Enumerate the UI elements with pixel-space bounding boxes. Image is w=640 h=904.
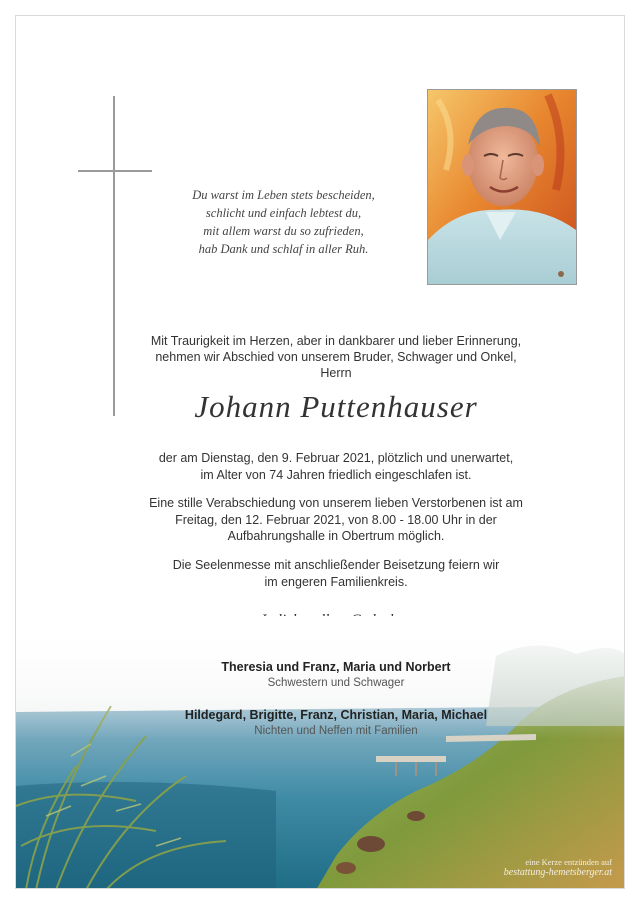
cross-horizontal-bar — [78, 170, 152, 172]
death-notice — [36, 450, 625, 483]
intro-text — [36, 333, 625, 381]
mass-info — [36, 557, 625, 590]
memorial-poem — [166, 186, 401, 258]
portrait-illustration — [428, 90, 576, 284]
farewell-line: Freitag, den 12. Februar 2021, von 8.00 - 18.00 Uhr in der — [175, 512, 497, 527]
mourner-names: Hildegard, Brigitte, Franz, Christian, Maria, Michael — [184, 708, 488, 722]
candle-text: eine Kerze entzünden auf — [525, 857, 612, 867]
poem-line: hab Dank und schlaf in aller Ruh. — [198, 242, 369, 256]
poem-line: Du warst im Leben stets bescheiden, — [192, 188, 375, 202]
death-notice-line: der am Dienstag, den 9. Februar 2021, plötzlich und unerwartet, — [158, 451, 514, 465]
mourner-group-siblings — [36, 659, 625, 691]
website-link[interactable]: bestattung-hemetsberger.at — [503, 867, 612, 878]
farewell-info — [36, 495, 625, 545]
poem-line: schlicht und einfach lebtest du, — [205, 206, 362, 220]
death-notice-line: im Alter von 74 Jahren friedlich eingeschlafen ist. — [200, 467, 472, 482]
mourner-relation: Schwestern und Schwager — [267, 677, 405, 689]
candle-footer — [504, 857, 612, 878]
intro-line: Mit Traurigkeit im Herzen, aber in dankbarer und lieber Erinnerung, — [150, 334, 522, 348]
mass-line: Die Seelenmesse mit anschließender Beisetzung feiern wir — [172, 558, 500, 572]
seaside-background-image — [16, 616, 625, 889]
mourner-names: Theresia und Franz, Maria und Norbert — [221, 660, 451, 674]
intro-line: Herrn — [320, 366, 352, 380]
farewell-line: Aufbahrungshalle in Obertrum möglich. — [227, 529, 445, 543]
farewell-line: Eine stille Verabschiedung von unserem lieben Verstorbenen ist am — [149, 496, 523, 510]
poem-line: mit allem warst du so zufrieden, — [203, 224, 364, 238]
mass-line: im engeren Familienkreis. — [264, 574, 408, 589]
deceased-name: Johann Puttenhauser — [194, 389, 478, 424]
obituary-card — [15, 15, 625, 889]
mourner-relation: Nichten und Neffen mit Familien — [254, 725, 418, 737]
intro-line: nehmen wir Abschied von unserem Bruder, Schwager und Onkel, — [155, 350, 517, 364]
portrait-photo — [427, 89, 577, 285]
mourner-group-nieces-nephews — [36, 707, 625, 739]
